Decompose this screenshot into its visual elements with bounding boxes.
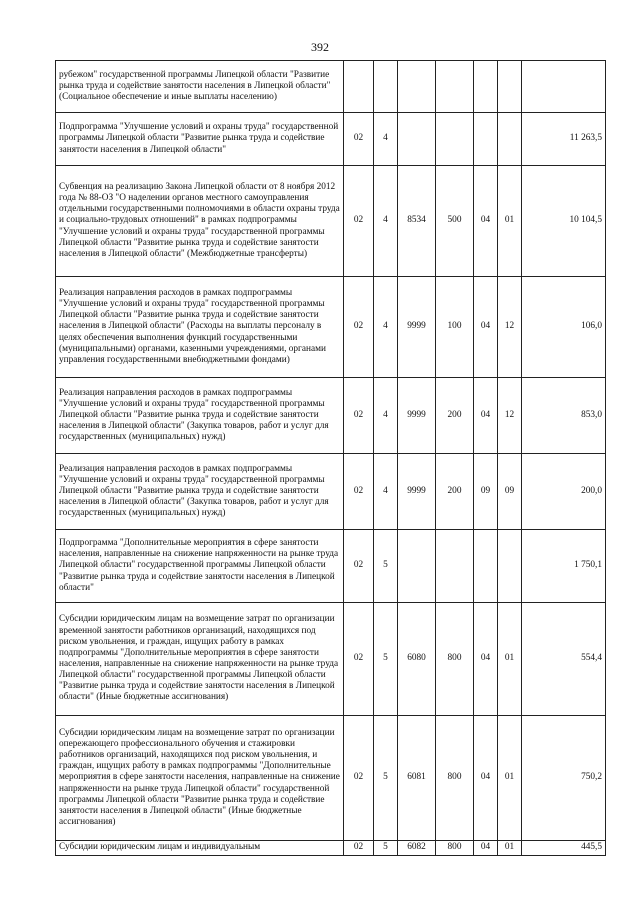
section-code: 04	[474, 277, 498, 378]
budget-table	[55, 60, 606, 856]
amount: 554,4	[522, 603, 606, 716]
subprogram-code: 4	[374, 166, 398, 277]
direction-code: 8534	[398, 166, 436, 277]
table-row	[56, 841, 606, 856]
section-code: 04	[474, 378, 498, 454]
expense-type-code	[436, 530, 474, 603]
row-name: рубежом" государственной программы Липецкой области "Развитие рынка труда и содействие занятости населения в Липецкой области" (Социальное обеспечение и иные выплаты населению)	[56, 61, 344, 113]
expense-type-code: 800	[436, 841, 474, 856]
section-code: 04	[474, 716, 498, 841]
section-code	[474, 113, 498, 166]
section-code: 09	[474, 454, 498, 530]
table-row	[56, 113, 606, 166]
table-row	[56, 530, 606, 603]
subprogram-code: 4	[374, 378, 398, 454]
program-code: 02	[344, 716, 374, 841]
subprogram-code: 5	[374, 841, 398, 856]
expense-type-code: 800	[436, 716, 474, 841]
direction-code: 9999	[398, 454, 436, 530]
subprogram-code: 4	[374, 454, 398, 530]
expense-type-code	[436, 113, 474, 166]
program-code	[344, 61, 374, 113]
table-row	[56, 61, 606, 113]
section-code: 04	[474, 841, 498, 856]
row-name: Субсидии юридическим лицам на возмещение затрат по организации опережающего профессионального обучения и стажировки работников организаций, находящихся под риском увольнения, и граждан, ищущих работу в рамках подпрограммы "Дополнительные мероприятия в сфере занятости населения, направленные на снижение напряженности на рынке труда Липецкой области" государственной программы Липецкой области "Развитие рынка труда и содействие занятости населения в Липецкой области" (Иные бюджетные ассигнования)	[56, 716, 344, 841]
amount: 853,0	[522, 378, 606, 454]
subprogram-code: 4	[374, 113, 398, 166]
subprogram-code: 4	[374, 277, 398, 378]
amount: 200,0	[522, 454, 606, 530]
table-row	[56, 603, 606, 716]
program-code: 02	[344, 530, 374, 603]
row-name: Субсидии юридическим лицам на возмещение затрат по организации временной занятости работников организаций, находящихся под риском увольнения, и граждан, ищущих работу в рамках подпрограммы "Дополнительные мероприятия в сфере занятости населения, направленные на снижение напряженности на рынке труда Липецкой области" государственной программы Липецкой области "Развитие рынка труда и содействие занятости населения в Липецкой области" (Иные бюджетные ассигнования)	[56, 603, 344, 716]
amount: 106,0	[522, 277, 606, 378]
row-name: Реализация направления расходов в рамках подпрограммы "Улучшение условий и охраны труда" государственной программы Липецкой области "Развитие рынка труда и содействие занятости населения в Липецкой области" (Расходы на выплаты персоналу в целях обеспечения выполнения функций государственными (муниципальными) органами, казенными учреждениями, органами управления государственными внебюджетными фондами)	[56, 277, 344, 378]
subsection-code: 01	[498, 603, 522, 716]
amount: 11 263,5	[522, 113, 606, 166]
expense-type-code: 100	[436, 277, 474, 378]
program-code: 02	[344, 378, 374, 454]
subprogram-code	[374, 61, 398, 113]
program-code: 02	[344, 603, 374, 716]
subsection-code: 12	[498, 378, 522, 454]
expense-type-code: 800	[436, 603, 474, 716]
section-code	[474, 61, 498, 113]
subsection-code	[498, 61, 522, 113]
expense-type-code: 200	[436, 378, 474, 454]
direction-code: 9999	[398, 277, 436, 378]
expense-type-code: 200	[436, 454, 474, 530]
subprogram-code: 5	[374, 716, 398, 841]
subprogram-code: 5	[374, 603, 398, 716]
direction-code: 9999	[398, 378, 436, 454]
expense-type-code	[436, 61, 474, 113]
subprogram-code: 5	[374, 530, 398, 603]
amount: 1 750,1	[522, 530, 606, 603]
row-name: Подпрограмма "Дополнительные мероприятия в сфере занятости населения, направленные на снижение напряженности на рынке труда Липецкой области" государственной программы Липецкой области "Развитие рынка труда и содействие занятости населения в Липецкой области"	[56, 530, 344, 603]
amount	[522, 61, 606, 113]
table-row	[56, 716, 606, 841]
program-code: 02	[344, 454, 374, 530]
table-row	[56, 166, 606, 277]
row-name: Субсидии юридическим лицам и индивидуальным	[56, 841, 344, 856]
row-name: Реализация направления расходов в рамках подпрограммы "Улучшение условий и охраны труда" государственной программы Липецкой области "Развитие рынка труда и содействие занятости населения в Липецкой области" (Закупка товаров, работ и услуг для государственных (муниципальных) нужд)	[56, 454, 344, 530]
page-number: 392	[311, 40, 329, 54]
program-code: 02	[344, 277, 374, 378]
subsection-code	[498, 530, 522, 603]
direction-code	[398, 530, 436, 603]
program-code: 02	[344, 113, 374, 166]
amount: 10 104,5	[522, 166, 606, 277]
amount: 445,5	[522, 841, 606, 856]
direction-code	[398, 61, 436, 113]
row-name: Реализация направления расходов в рамках подпрограммы "Улучшение условий и охраны труда" государственной программы Липецкой области "Развитие рынка труда и содействие занятости населения в Липецкой области" (Закупка товаров, работ и услуг для государственных (муниципальных) нужд)	[56, 378, 344, 454]
subsection-code: 12	[498, 277, 522, 378]
subsection-code: 01	[498, 166, 522, 277]
section-code	[474, 530, 498, 603]
row-name: Субвенция на реализацию Закона Липецкой области от 8 ноября 2012 года № 88-ОЗ "О наделении органов местного самоуправления отдельными государственными полномочиями в области охраны труда и социально-трудовых отношений" в рамках подпрограммы "Улучшение условий и охраны труда" государственной программы Липецкой области "Развитие рынка труда и содействие занятости населения в Липецкой области" (Межбюджетные трансферты)	[56, 166, 344, 277]
subsection-code: 01	[498, 716, 522, 841]
table-row	[56, 277, 606, 378]
table-row	[56, 378, 606, 454]
section-code: 04	[474, 166, 498, 277]
subsection-code: 01	[498, 841, 522, 856]
direction-code	[398, 113, 436, 166]
direction-code: 6080	[398, 603, 436, 716]
direction-code: 6081	[398, 716, 436, 841]
row-name: Подпрограмма "Улучшение условий и охраны труда" государственной программы Липецкой области "Развитие рынка труда и содействие занятости населения в Липецкой области"	[56, 113, 344, 166]
subsection-code	[498, 113, 522, 166]
program-code: 02	[344, 841, 374, 856]
expense-type-code: 500	[436, 166, 474, 277]
budget-table-body	[56, 61, 606, 856]
table-row	[56, 454, 606, 530]
subsection-code: 09	[498, 454, 522, 530]
program-code: 02	[344, 166, 374, 277]
section-code: 04	[474, 603, 498, 716]
amount: 750,2	[522, 716, 606, 841]
direction-code: 6082	[398, 841, 436, 856]
